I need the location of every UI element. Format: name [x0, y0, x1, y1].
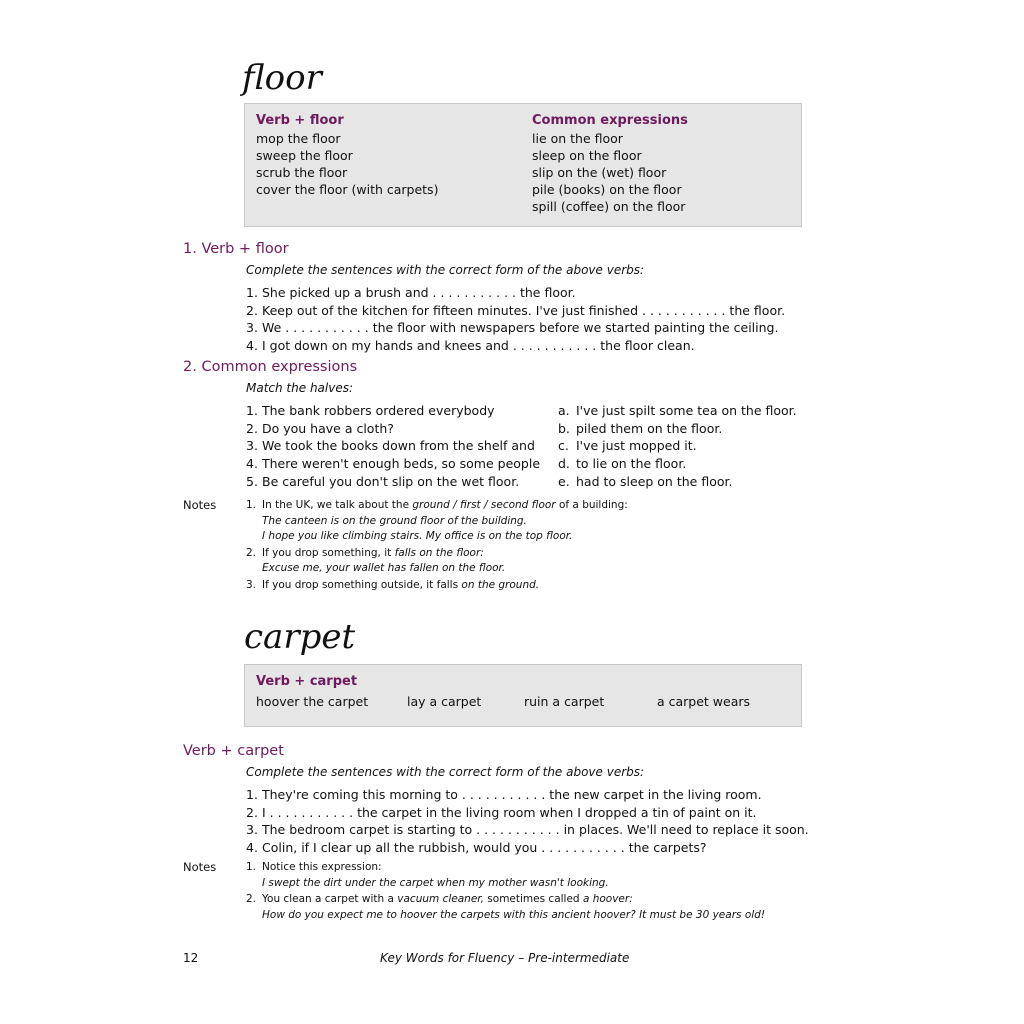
floor-notes [246, 498, 628, 593]
verb-carpet-title: Verb + carpet [256, 674, 358, 689]
verb-carpet-item: a carpet wears [657, 694, 751, 709]
match-left-column [246, 402, 540, 491]
match-item: 4. There weren't enough beds, so some people [246, 456, 541, 472]
exercise-item: 1. They're coming this morning to . . . . . . . . . . . the new carpet in the living room. [246, 787, 762, 802]
exercise-item: 2. I . . . . . . . . . . . the carpet in the living room when I dropped a tin of paint on it. [246, 804, 757, 820]
section-title-verb-floor: 1. Verb + floor [183, 241, 289, 257]
note-item: 2. You clean a carpet with a vacuum cleaner, sometimes called a hoover: [246, 893, 633, 905]
instruction: Match the halves: [246, 381, 354, 395]
match-item: c. I've just mopped it. [558, 438, 697, 454]
carpet-notes [246, 860, 765, 923]
headword-floor: floor [242, 58, 322, 98]
match-right-column [558, 402, 797, 491]
note-example: I hope you like climbing stairs. My office is on the top floor. [262, 530, 573, 542]
note-example: How do you expect me to hoover the carpets with this ancient hoover? It must be 30 years old! [262, 908, 766, 921]
match-item: 2. Do you have a cloth? [246, 420, 394, 436]
instruction: Complete the sentences with the correct form of the above verbs: [246, 263, 645, 277]
verb-carpet-item: lay a carpet [407, 694, 482, 709]
common-expressions-title: Common expressions [532, 113, 688, 128]
expression-item: sleep on the floor [532, 148, 642, 163]
verb-carpet-item: ruin a carpet [524, 694, 605, 709]
note-item: 3. If you drop something outside, it falls on the ground. [246, 578, 540, 591]
instruction: Complete the sentences with the correct form of the above verbs: [246, 765, 645, 779]
carpet-collocation-box [244, 664, 802, 727]
match-item: d. to lie on the floor. [558, 456, 687, 472]
section-title-common-expressions: 2. Common expressions [183, 359, 358, 375]
expression-item: slip on the (wet) floor [532, 165, 667, 180]
note-example: Excuse me, your wallet has fallen on the floor. [262, 562, 506, 574]
verb-carpet-item: hoover the carpet [256, 694, 369, 709]
exercise-item: 2. Keep out of the kitchen for fifteen minutes. I've just finished . . . . . . . . . . . the floor. [246, 302, 786, 318]
exercise-item: 4. Colin, if I clear up all the rubbish, would you . . . . . . . . . . . the carpets? [246, 840, 707, 856]
exercise-item: 3. The bedroom carpet is starting to . . . . . . . . . . . in places. We'll need to replace it soon. [246, 822, 809, 838]
book-title: Key Words for Fluency – Pre-intermediate [380, 951, 630, 965]
expression-item: spill (coffee) on the floor [532, 199, 686, 214]
exercise-list-carpet-verbs [246, 786, 809, 857]
match-item: 1. The bank robbers ordered everybody [246, 403, 495, 418]
page-number: 12 [183, 951, 199, 965]
verb-floor-item: sweep the floor [256, 148, 353, 163]
match-item: e. had to sleep on the floor. [558, 473, 733, 489]
verb-floor-item: scrub the floor [256, 165, 348, 180]
verb-floor-title: Verb + floor [256, 113, 344, 128]
expression-item: pile (books) on the floor [532, 182, 682, 197]
note-item: 1. Notice this expression: [246, 861, 382, 873]
common-expressions-column [532, 113, 688, 215]
note-item: 1. In the UK, we talk about the ground / first / second floor of a building: [246, 499, 628, 511]
exercise-list-floor-verbs [246, 284, 785, 355]
section-title-verb-carpet: Verb + carpet [183, 743, 284, 759]
notes-label: Notes [183, 860, 217, 874]
verb-floor-column [256, 113, 438, 198]
exercise-item: 4. I got down on my hands and knees and . . . . . . . . . . . the floor clean. [246, 338, 695, 354]
match-item: a. I've just spilt some tea on the floor. [558, 403, 797, 418]
verb-floor-item: mop the floor [256, 131, 341, 146]
headword-carpet: carpet [244, 617, 356, 657]
match-item: 3. We took the books down from the shelf and [246, 438, 535, 454]
match-item: b. piled them on the floor. [558, 420, 723, 436]
exercise-item: 3. We . . . . . . . . . . . the floor with newspapers before we started painting the ceiling. [246, 320, 779, 336]
floor-collocation-box [244, 103, 802, 227]
expression-item: lie on the floor [532, 131, 623, 146]
note-example: The canteen is on the ground floor of the building. [262, 514, 527, 527]
verb-floor-item: cover the floor (with carpets) [256, 182, 439, 197]
match-item: 5. Be careful you don't slip on the wet floor. [246, 473, 520, 489]
notes-label: Notes [183, 498, 217, 512]
exercise-item: 1. She picked up a brush and . . . . . . . . . . . the floor. [246, 285, 576, 300]
note-example: I swept the dirt under the carpet when my mother wasn't looking. [262, 876, 609, 889]
note-item: 2. If you drop something, it falls on the floor: [246, 546, 484, 559]
